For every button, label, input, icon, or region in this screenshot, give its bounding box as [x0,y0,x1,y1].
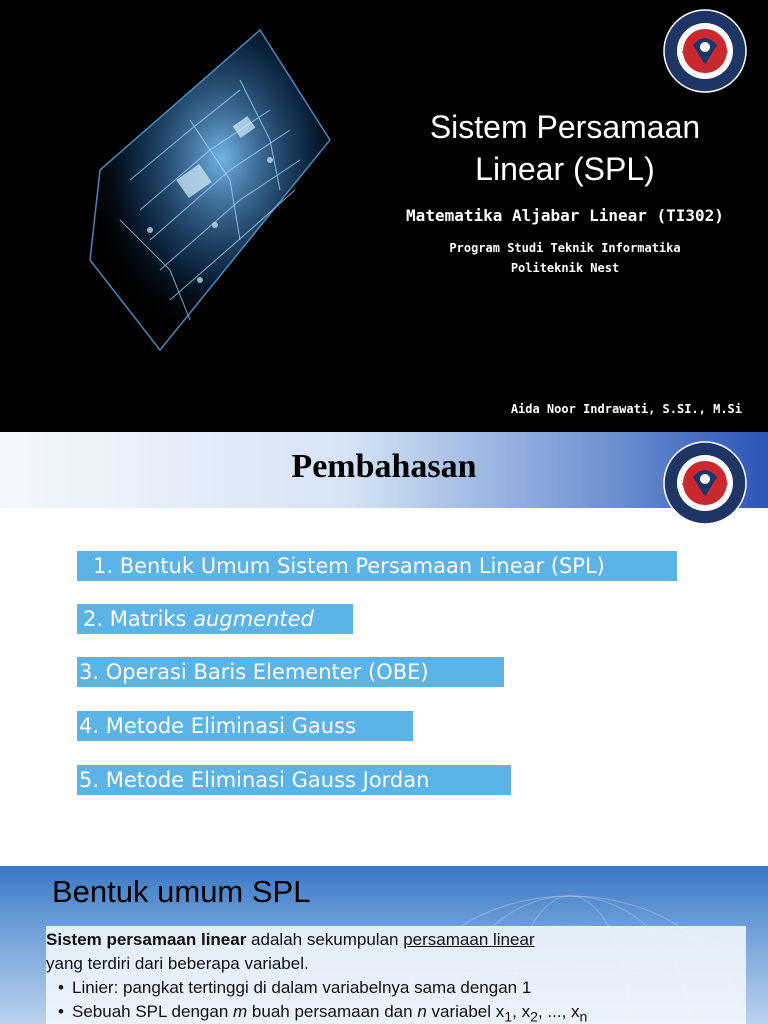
content-body [46,926,746,1024]
author-name: Aida Noor Indrawati, S.SI., M.Si [510,402,742,416]
var-n: n [417,1002,427,1021]
outline-item-5-text: 5. Metode Eliminasi Gauss Jordan [79,768,430,792]
bullet2-sep-1: , x [512,1002,531,1021]
bullet2-text-a: Sebuah SPL dengan [72,1002,234,1021]
definition-line-2: yang terdiri dari beberapa variabel. [46,954,309,973]
bullet-list [46,976,746,1024]
institution-logo [663,441,747,525]
title-line-2: Linear (SPL) [475,151,655,187]
circuit-board-image [40,20,340,420]
term-spl: Sistem persamaan linear [46,930,247,949]
sub-n: n [579,1009,588,1024]
institution-name: Politeknik Nest [510,261,620,275]
outline-item-3-text: 3. Operasi Baris Elementer (OBE) [79,660,429,684]
outline-item-2 [77,604,353,634]
content-slide [0,866,768,1024]
bullet-spl-form [58,1000,746,1024]
outline-item-4-text: 4. Metode Eliminasi Gauss [79,714,356,738]
var-m: m [233,1002,248,1021]
institution-logo [663,9,747,93]
bullet-linier: • Linier: pangkat tertinggi di dalam variabelnya sama dengan 1 [58,976,746,1000]
title-line-1: Sistem Persamaan [429,109,701,145]
definition-text: adalah sekumpulan [246,930,404,949]
outline-item-2-italic: augmented [193,607,314,631]
sub-2: 2 [530,1009,538,1024]
outline-item-4 [77,711,413,741]
outline-item-1 [77,551,677,581]
title-slide [0,0,768,432]
outline-item-3 [77,657,504,687]
presentation-title [390,106,740,190]
course-name: Matematika Aljabar Linear (TI302) [406,206,724,225]
study-program: Program Studi Teknik Informatika [449,241,681,255]
bullet2-text-b: buah persamaan dan [247,1002,418,1021]
outline-item-5 [77,765,511,795]
outline-item-2-text: 2. Matriks [83,607,194,631]
definition-line-1 [46,928,746,952]
outline-slide [0,432,768,864]
bullet2-sep-2: , ..., x [537,1002,580,1021]
content-title: Bentuk umum SPL [52,874,311,909]
bullet2-text-c: variabel x [426,1002,505,1021]
program-info [380,238,750,278]
outline-item-1-text: 1. Bentuk Umum Sistem Persamaan Linear (SPL) [93,554,605,578]
outline-title: Pembahasan [291,448,477,485]
sub-1: 1 [504,1009,513,1024]
term-persamaan-linear: persamaan linear [403,930,535,949]
